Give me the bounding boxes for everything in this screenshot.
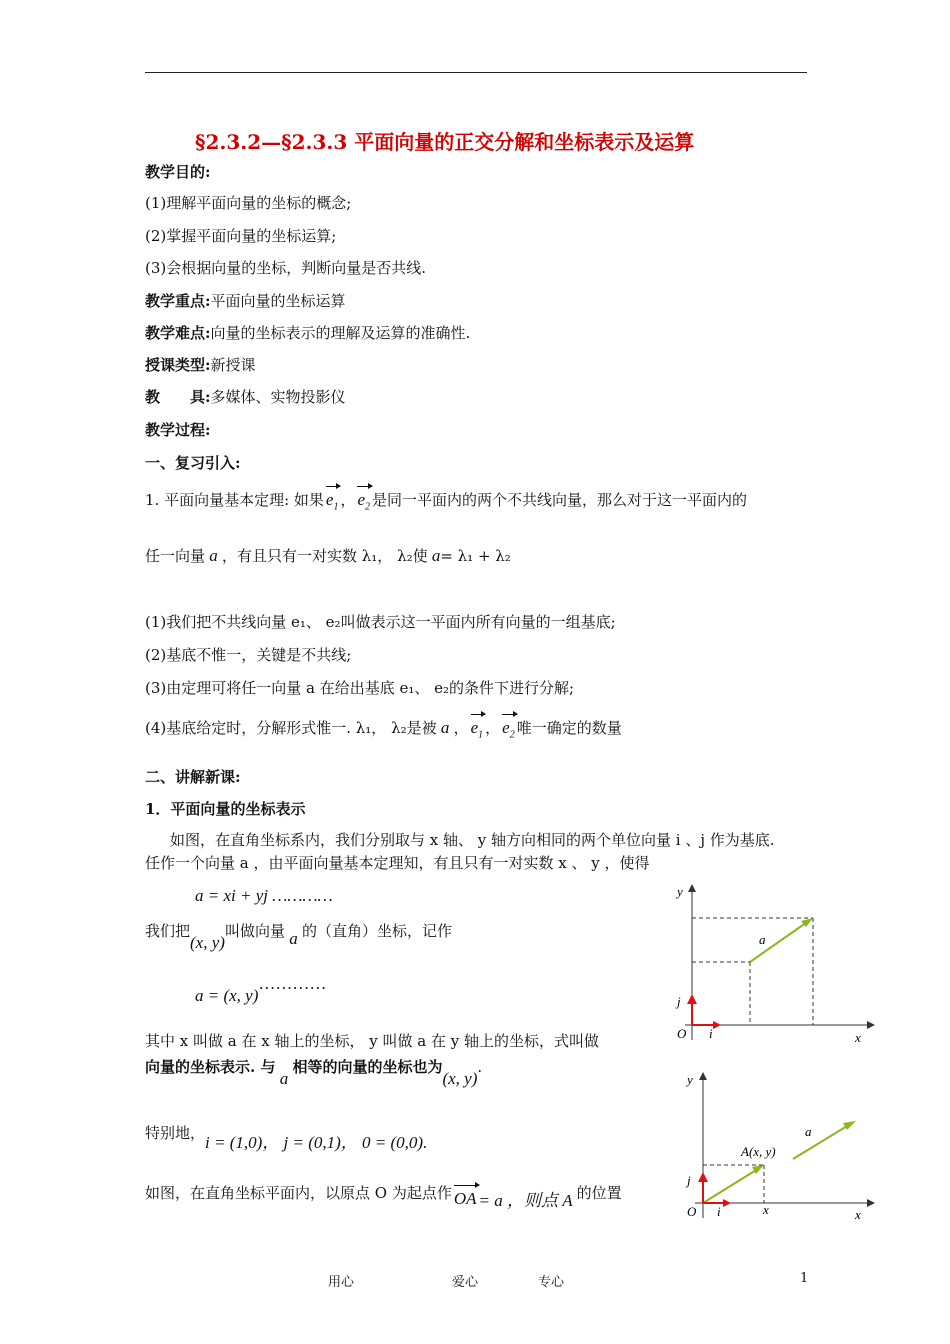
note-1: (1)我们把不共线向量 e₁、 e₂叫做表示这一平面内所有向量的一组基底; (145, 613, 616, 631)
p3-text-c: 的（直角）坐标，记作 (301, 922, 452, 940)
vector-OA (703, 1167, 761, 1203)
coordinate-figure-1 (665, 880, 885, 1050)
paragraph: 任作一个向量 a ，由平面向量基本定理知，有且只有一对实数 x 、 y ，使得 (145, 854, 650, 872)
key-point (145, 290, 346, 311)
y-axis-arrow (699, 1072, 707, 1080)
coord-xy: (x, y) (442, 1069, 478, 1088)
goals-heading: 教学目的: (145, 163, 211, 181)
label-a: a (759, 932, 766, 947)
process-heading: 教学过程: (145, 421, 211, 439)
goal-item: (2)掌握平面向量的坐标运算; (145, 227, 337, 245)
unit-i-arrow (723, 1199, 731, 1207)
line2-text-a: 任一向量 (145, 547, 206, 565)
key-point-text: 平面向量的坐标运算 (210, 292, 346, 310)
difficulty (145, 322, 470, 343)
label-j: j (677, 994, 681, 1009)
paragraph: 如图，在直角坐标平面内，以原点 O 为起点作 OA = a ，则点 A 的位置 (145, 1175, 622, 1203)
vector-e1: $e_1$ (326, 482, 339, 512)
label-j: j (687, 1173, 691, 1188)
vector-e1: $e_1$ (471, 710, 484, 740)
lesson-type-label: 授课类型: (145, 356, 211, 374)
page-number: 1 (800, 1271, 809, 1286)
note-4: (4)基底给定时，分解形式惟一. λ₁， λ₂是被 a ， $e_1$ ， $e_2$ 唯一确定的数量 (145, 710, 622, 740)
eq2-text: a = (x, y) (195, 986, 259, 1005)
difficulty-text: 向量的坐标表示的理解及运算的准确性. (210, 324, 471, 342)
paragraph: 如图，在直角坐标系内，我们分别取与 x 轴、 y 轴方向相同的两个单位向量 i 、j 作为基底. (170, 831, 775, 849)
vector-a-arrow (843, 1121, 856, 1130)
key-point-label: 教学重点: (145, 292, 211, 310)
section-1-heading: 1．平面向量的坐标表示 (145, 800, 306, 818)
label-O: O (687, 1204, 697, 1219)
tools (145, 386, 346, 407)
paragraph: 我们把(x, y)叫做向量 a 的（直角）坐标，记作 (145, 922, 452, 952)
eq2-dots: ………… (258, 974, 327, 993)
lesson-type-text: 新授课 (210, 356, 256, 374)
special-vectors: i = (1,0)， j = (0,1)， 0 = (0,0). (205, 1133, 428, 1152)
paragraph: 其中 x 叫做 a 在 x 轴上的坐标， y 叫做 a 在 y 轴上的坐标，式叫做 (145, 1032, 599, 1050)
label-i: i (709, 1026, 713, 1041)
note-2: (2)基底不惟一，关键是不共线; (145, 646, 352, 664)
vector-OA: OA (454, 1181, 477, 1209)
theorem-line-2: 任一向量 a ，有且只有一对实数 λ₁， λ₂使 a= λ₁ + λ₂ (145, 546, 511, 565)
p5-text-a: 向量的坐标表示. 与 (145, 1058, 276, 1076)
page-title: §2.3.2—§2.3.3 平面向量的正交分解和坐标表示及运算 (195, 130, 695, 154)
coord-xy: (x, y) (190, 933, 225, 952)
vector-a (793, 1123, 852, 1159)
p3-text-b: 叫做向量 (224, 922, 285, 940)
label-x: x (855, 1030, 861, 1045)
vector-e2: $e_2$ (502, 710, 515, 740)
note-3: (3)由定理可将任一向量 a 在给出基底 e₁、 e₂的条件下进行分解; (145, 679, 575, 697)
note-4-text-b: 唯一确定的数量 (516, 719, 622, 737)
theorem-text-a: 1. 平面向量基本定理: 如果 (145, 491, 324, 509)
p7-text-a: 如图，在直角坐标平面内，以原点 O 为起点作 (145, 1184, 452, 1202)
label-i: i (717, 1204, 721, 1219)
label-y: y (687, 1072, 693, 1087)
lesson-type (145, 354, 256, 375)
tools-label: 教 具: (145, 388, 211, 406)
goal-item: (3)会根据向量的坐标，判断向量是否共线. (145, 259, 427, 277)
label-x: x (855, 1207, 861, 1222)
equation-2 (195, 974, 327, 1006)
theorem-text-b: 是同一平面内的两个不共线向量，那么对于这一平面内的 (372, 491, 748, 509)
p5-text-b: 相等的向量的坐标也为 (292, 1058, 443, 1076)
new-lesson-heading: 二、讲解新课: (145, 768, 241, 786)
footer-right: 专心 (538, 1275, 565, 1290)
note-4-text-a: (4)基底给定时，分解形式惟一. λ₁， λ₂是被 (145, 719, 437, 737)
equation-1: a = xi + yj ………… (195, 886, 333, 905)
x-axis-arrow (867, 1021, 875, 1029)
unit-j-arrow (687, 994, 697, 1004)
paragraph: 向量的坐标表示. 与 a 相等的向量的坐标也为(x, y). (145, 1058, 483, 1088)
label-x-tick: x (763, 1202, 769, 1217)
goal-item: (1)理解平面向量的坐标的概念; (145, 194, 352, 212)
vector-OA-arrow (752, 1165, 764, 1174)
p3-text-a: 我们把 (145, 922, 191, 940)
header-rule (145, 72, 807, 73)
footer-left: 用心 (328, 1275, 355, 1290)
p7-text-b: = a ，则点 (478, 1191, 558, 1210)
difficulty-label: 教学难点: (145, 324, 211, 342)
line2-text-b: ，有且只有一对实数 λ₁， λ₂使 (222, 547, 428, 565)
y-axis-arrow (688, 884, 696, 892)
label-A: A(x, y) (741, 1144, 776, 1159)
line2-formula: = λ₁ + λ₂ (440, 547, 511, 565)
label-a: a (805, 1124, 812, 1139)
footer-mid: 爱心 (452, 1275, 479, 1290)
tools-text: 多媒体、实物投影仪 (210, 388, 346, 406)
label-y: y (677, 884, 683, 899)
p6-text-a: 特别地， (145, 1124, 206, 1142)
review-heading: 一、复习引入: (145, 454, 241, 472)
x-axis-arrow (867, 1199, 875, 1207)
unit-i-arrow (713, 1021, 721, 1029)
p7-text-c: 的位置 (576, 1184, 622, 1202)
label-O: O (677, 1026, 687, 1041)
coordinate-figure-2 (665, 1068, 885, 1228)
paragraph (145, 1118, 428, 1152)
unit-j-arrow (698, 1172, 708, 1182)
theorem-line: 1. 平面向量基本定理: 如果 $e_1$ ， $e_2$ 是同一平面内的两个不共线向量，那么对于这一平面内的 (145, 482, 747, 512)
vector-e2: $e_2$ (357, 482, 370, 512)
